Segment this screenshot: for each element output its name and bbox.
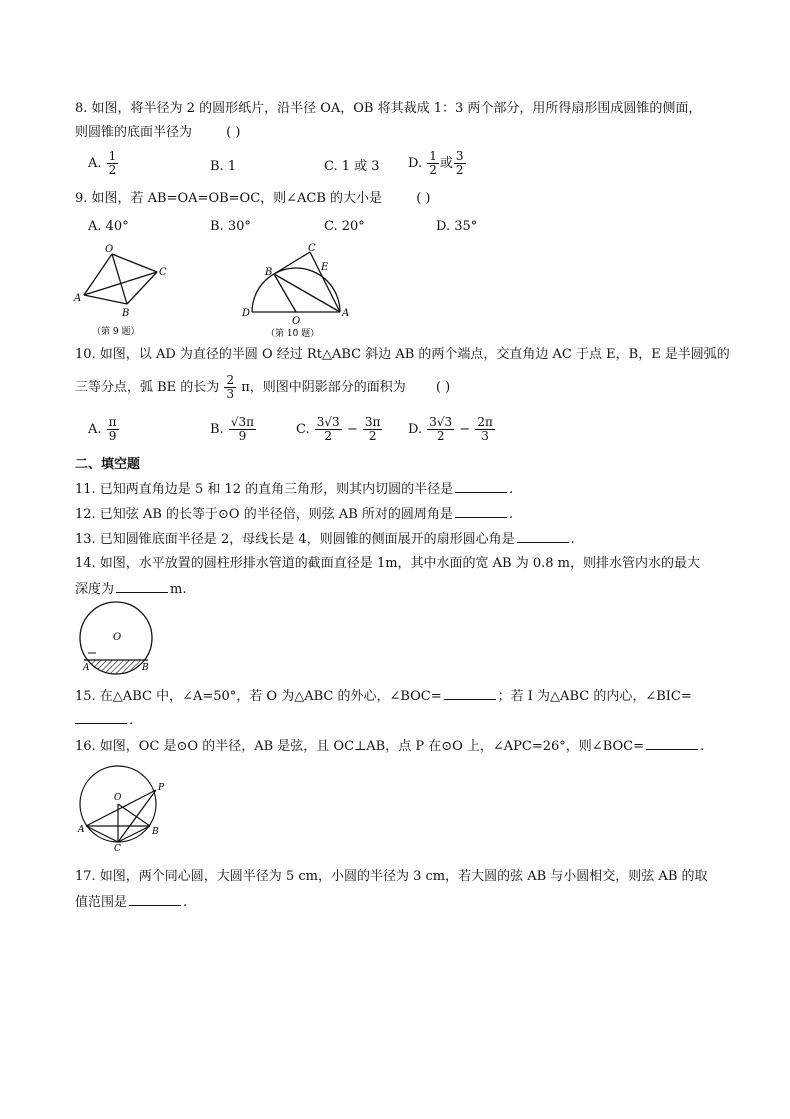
q16: 16. 如图，OC 是⊙O 的半径，AB 是弦，且 OC⊥AB，点 P 在⊙O 上，∠APC=26°，则∠BOC= . <box>75 739 705 754</box>
figure-14 <box>76 600 156 680</box>
q12-blank[interactable] <box>455 505 507 518</box>
q8-option-d-or: 或 <box>439 156 453 171</box>
fig9-segment-ob <box>112 254 127 304</box>
fig16-segment-cb <box>118 826 150 842</box>
q10-option-d: D. $\frac{3√3}{2}$ − $\frac{2\pi}{3}$ <box>408 415 493 443</box>
q8-option-a <box>88 150 119 177</box>
fig9-label-a: A <box>74 293 82 304</box>
fig10-caption: （第 10 题） <box>266 329 320 339</box>
q8-line1: 8. 如图，将半径为 2 的圆形纸片，沿半径 OA，OB 将其裁成 1：3 两个部分，用所得扇形围成圆锥的侧面， <box>75 101 702 116</box>
fig9-segment-oc <box>112 254 157 272</box>
figure-14-drawing <box>76 600 156 680</box>
q15: 15. 在△ABC 中，∠A=50°，若 O 为△ABC 的外心，∠BOC= ；若 I 为△ABC 的内心，∠BIC= <box>75 689 692 704</box>
fig16-label-p: P <box>158 783 165 793</box>
q9-option-c: C. 20° <box>324 219 365 234</box>
q8-option-d-frac2: $\frac{3}{2}$ <box>455 149 464 177</box>
fig9-label-b: B <box>122 308 130 319</box>
fig10-label-o: O <box>292 316 301 327</box>
q8-option-c: C. 1 或 3 <box>324 159 380 174</box>
figure-16-drawing <box>76 760 166 852</box>
fig10-segment-bc <box>274 252 310 274</box>
q14-line1: 14. 如图，水平放置的圆柱形排水管道的截面直径是 1m，其中水面的宽 AB 为 0.8 m，则排水管内水的最大 <box>75 556 701 571</box>
figure-9-drawing <box>72 242 182 340</box>
section-fill-in-heading: 二、填空题 <box>75 457 141 472</box>
fig14-label-b: B <box>142 663 149 673</box>
q13: 13. 已知圆锥底面半径是 2，母线长是 4，则圆锥的侧面展开的扇形圆心角是 . <box>75 532 575 547</box>
fig16-label-o: O <box>114 793 122 803</box>
q14-line2: 深度为 m. <box>75 582 187 597</box>
q9-option-b: B. 30° <box>210 219 251 234</box>
q8-option-d-label: D. <box>408 156 423 171</box>
fig16-label-a: A <box>78 825 85 835</box>
q12: 12. 已知弦 AB 的长等于⊙O 的半径倍，则弦 AB 所对的圆周角是 . <box>75 507 514 522</box>
figure-10 <box>238 242 358 340</box>
q8-option-a-label: A. <box>88 156 102 171</box>
fig10-label-c: C <box>308 243 316 254</box>
fig9-segment-oa <box>84 254 112 295</box>
q16-blank[interactable] <box>646 737 698 750</box>
q9-option-a: A. 40° <box>88 219 129 234</box>
q15-blank-bic[interactable] <box>75 711 127 724</box>
fig10-label-e: E <box>321 262 329 273</box>
figure-16 <box>76 760 166 852</box>
q15-line2: . <box>75 711 133 730</box>
q8-paren: ( ) <box>226 125 241 140</box>
q10-option-b: B. $\frac{√3\pi}{9}$ <box>210 415 254 443</box>
fig9-segment-ab <box>84 295 127 304</box>
q8-option-d <box>408 150 467 177</box>
fig14-label-a: A <box>83 663 90 673</box>
q15-blank-boc[interactable] <box>444 687 496 700</box>
q17-blank[interactable] <box>129 893 181 906</box>
q10-paren: ( ) <box>435 380 451 395</box>
q8-option-a-fraction: $\frac{1}{2}$ <box>108 149 117 177</box>
q9-text: 9. 如图，若 AB=OA=OB=OC，则∠ACB 的大小是 <box>75 191 383 206</box>
q17-line2: 值范围是 . <box>75 895 188 910</box>
fig14-label-o: O <box>113 632 122 643</box>
q9-stem <box>75 190 430 208</box>
figure-10-drawing <box>238 242 358 340</box>
fig16-label-b: B <box>152 827 159 837</box>
q9-paren: ( ) <box>416 191 431 206</box>
q8-option-d-frac1: $\frac{1}{2}$ <box>429 149 437 177</box>
fig9-label-c: C <box>159 267 167 278</box>
q11-blank[interactable] <box>455 480 507 493</box>
fig10-label-d: D <box>242 308 251 319</box>
q9-option-d: D. 35° <box>436 219 478 234</box>
q14-blank[interactable] <box>116 580 168 593</box>
q10-line2-b: π，则图中阴影部分的面积为 <box>241 380 406 395</box>
q10-option-c: C. $\frac{3√3}{2}$ − $\frac{3\pi}{2}$ <box>296 415 381 443</box>
fig9-label-o: O <box>105 244 114 255</box>
fig16-label-c: C <box>114 844 121 852</box>
q13-blank[interactable] <box>517 530 569 543</box>
q10-option-a: A. $\frac{\pi}{9}$ <box>88 415 117 443</box>
fig16-segment-cp <box>118 790 156 842</box>
q10-line2 <box>75 374 450 401</box>
q10-line1: 10. 如图，以 AD 为直径的半圆 O 经过 Rt△ABC 斜边 AB 的两个端点，交直角边 AC 于点 E，B，E 是半圆弧的 <box>75 347 730 362</box>
q10-arc-fraction: $\frac{2}{3}$ <box>226 373 235 401</box>
q17-line1: 17. 如图，两个同心圆，大圆半径为 5 cm，小圆的半径为 3 cm，若大圆的弦 AB 与小圆相交，则弦 AB 的取 <box>75 869 708 884</box>
fig10-label-b: B <box>265 267 273 278</box>
fig10-label-a: A <box>342 308 350 319</box>
figure-9 <box>72 242 182 340</box>
q11: 11. 已知两直角边是 5 和 12 的直角三角形，则其内切圆的半径是 . <box>75 482 514 497</box>
q8-stem-end: 则圆锥的底面半径为 <box>75 125 193 140</box>
fig9-caption: （第 9 题） <box>92 327 140 337</box>
q10-line2-a: 三等分点，弧 BE 的长为 <box>75 380 220 395</box>
q8-option-b: B. 1 <box>210 159 237 174</box>
fig16-segment-ac <box>86 826 118 842</box>
q8-line2 <box>75 124 240 142</box>
